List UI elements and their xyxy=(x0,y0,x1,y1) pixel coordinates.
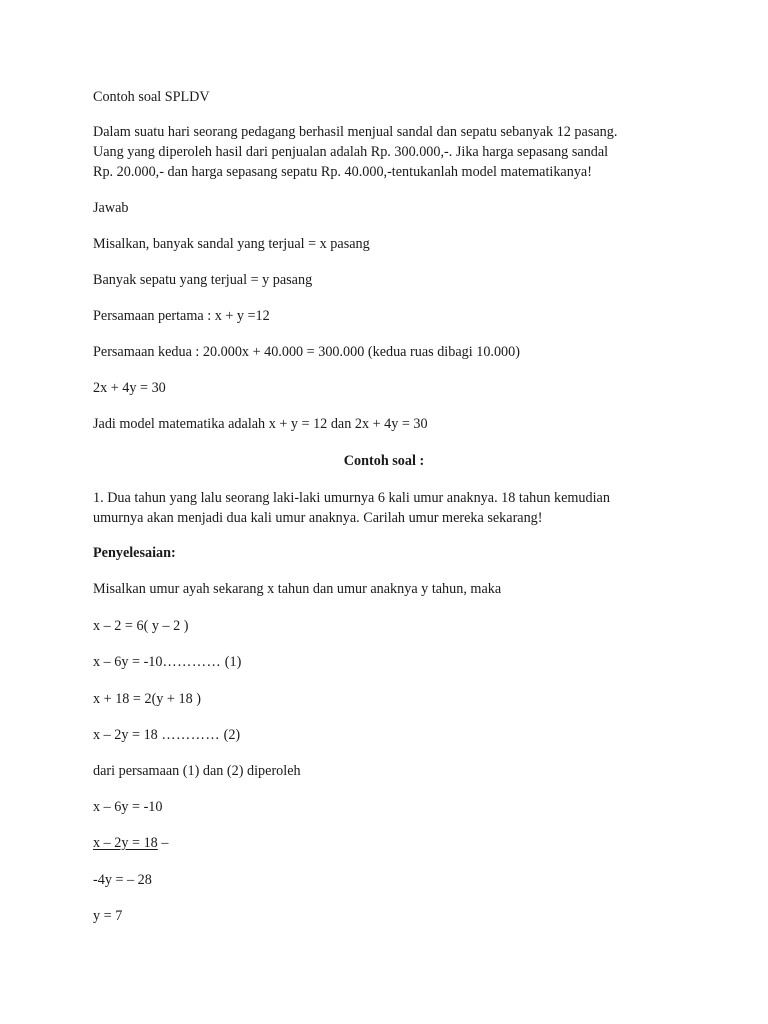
problem-1-line: Uang yang diperoleh hasil dari penjualan adalah Rp. 300.000,-. Jika harga sepasang sandal xyxy=(93,144,609,160)
elimination-intro: dari persamaan (1) dan (2) diperoleh xyxy=(93,763,301,779)
answer-conclusion: Jadi model matematika adalah x + y = 12 dan 2x + 4y = 30 xyxy=(93,416,428,432)
problem-2-paragraph xyxy=(93,488,610,528)
answer-label: Jawab xyxy=(93,200,129,216)
equation-line: x + 18 = 2(y + 18 ) xyxy=(93,691,201,707)
equation-text: x – 6y = -10 xyxy=(93,654,163,670)
minus-operator: – xyxy=(157,835,169,851)
document-title: Contoh soal SPLDV xyxy=(93,89,210,105)
final-result: y = 7 xyxy=(93,908,123,924)
answer-line: Persamaan kedua : 20.000x + 40.000 = 300.000 (kedua ruas dibagi 10.000) xyxy=(93,344,520,360)
equation-number: (1) xyxy=(221,654,242,670)
answer-line: Banyak sepatu yang terjual = y pasang xyxy=(93,272,313,288)
problem-1-paragraph xyxy=(93,122,617,182)
equation-text: x – 2y = 18 xyxy=(93,727,162,743)
elimination-subtraction-line xyxy=(93,833,168,853)
leader-dots: ………… xyxy=(162,654,222,670)
answer-line: Misalkan, banyak sandal yang terjual = x pasang xyxy=(93,236,370,252)
elimination-result: -4y = – 28 xyxy=(93,872,152,888)
equation-number: (2) xyxy=(220,727,241,743)
solution-label: Penyelesaian: xyxy=(93,545,176,561)
underlined-equation: x – 2y = 18 xyxy=(93,835,158,851)
elimination-line: x – 6y = -10 xyxy=(93,799,163,815)
equation-1-line xyxy=(93,652,241,672)
problem-1-line: Rp. 20.000,- dan harga sepasang sepatu Rp. 40.000,-tentukanlah model matematikanya! xyxy=(93,164,592,180)
problem-1-line: Dalam suatu hari seorang pedagang berhasil menjual sandal dan sepatu sebanyak 12 pasang. xyxy=(93,124,618,140)
problem-2-line: umurnya akan menjadi dua kali umur anaknya. Carilah umur mereka sekarang! xyxy=(93,510,543,526)
problem-2-line: 1. Dua tahun yang lalu seorang laki-laki umurnya 6 kali umur anaknya. 18 tahun kemudian xyxy=(93,490,610,506)
answer-line: 2x + 4y = 30 xyxy=(93,380,166,396)
answer-line: Persamaan pertama : x + y =12 xyxy=(93,308,270,324)
solution-intro: Misalkan umur ayah sekarang x tahun dan umur anaknya y tahun, maka xyxy=(93,581,502,597)
section-heading: Contoh soal : xyxy=(343,453,425,469)
equation-2-line xyxy=(93,725,240,745)
equation-line: x – 2 = 6( y – 2 ) xyxy=(93,618,189,634)
leader-dots: ………… xyxy=(161,727,221,743)
